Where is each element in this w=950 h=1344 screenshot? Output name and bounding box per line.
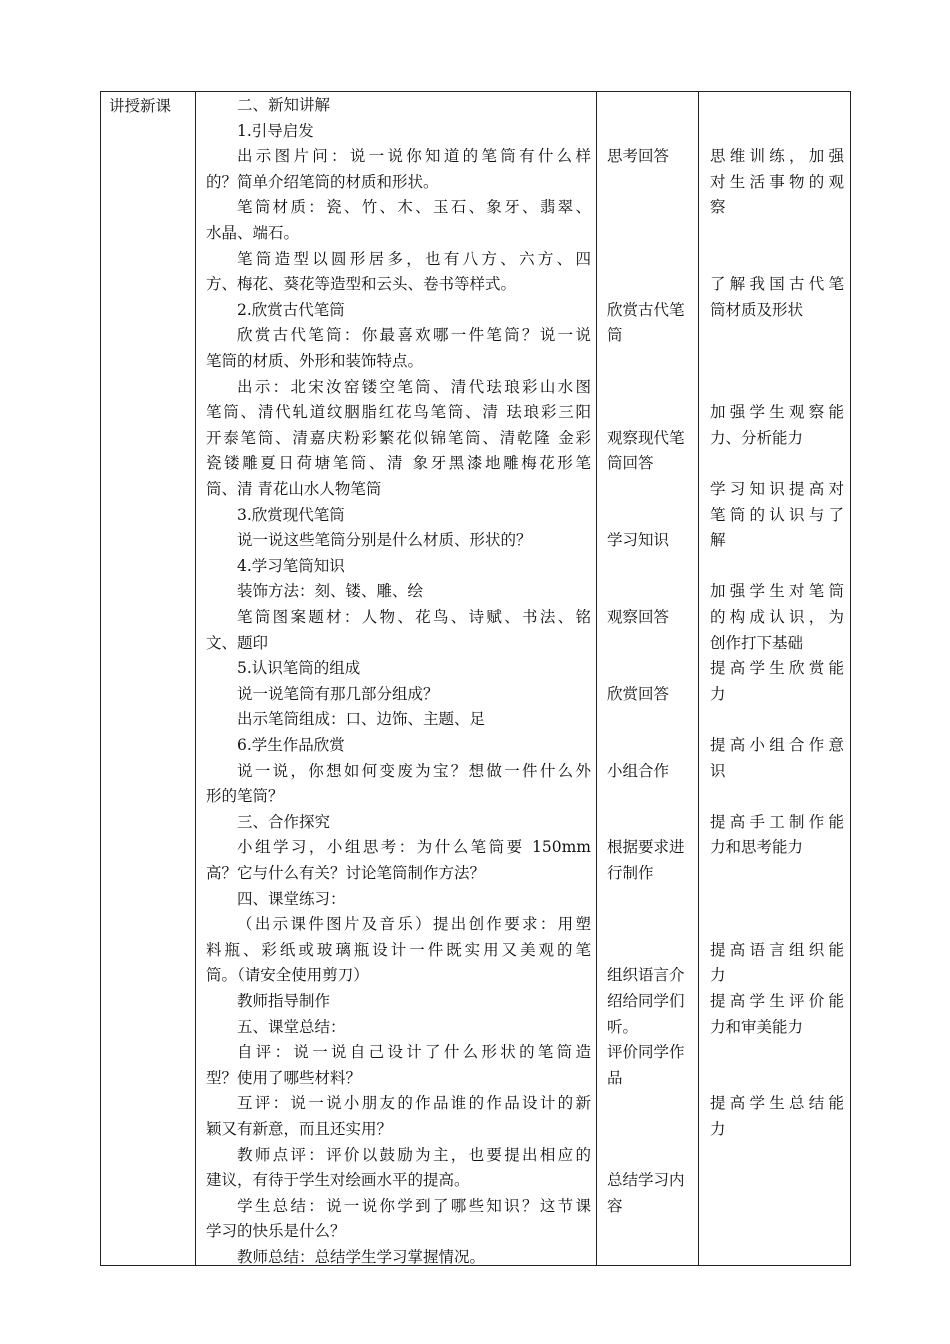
content-line: 笔筒图案题材：人物、花鸟、诗赋、书法、铭 <box>237 608 591 626</box>
content-line: 方、梅花、葵花等造型和云头、卷书等样式。 <box>206 275 517 294</box>
content-line: 料瓶、彩纸或玻璃瓶设计一件既实用又美观的笔 <box>206 940 591 959</box>
content-line: 形的笔筒？ <box>206 787 284 806</box>
content-line: 3.欣赏现代笔筒 <box>237 505 345 524</box>
intent-line: 提高学生评价能 <box>710 992 844 1010</box>
content-line: 水晶、端石。 <box>206 224 300 242</box>
content-line: 欣赏古代笔筒：你最喜欢哪一件笔筒？说一说 <box>237 326 591 345</box>
content-line: 1.引导启发 <box>237 121 314 140</box>
section-label-cell <box>109 94 194 116</box>
content-line: 笔筒材质：瓷、竹、木、玉石、象牙、翡翠、 <box>237 198 591 217</box>
content-line: 教师指导制作 <box>237 992 331 1010</box>
activity-line: 欣赏回答 <box>607 684 670 703</box>
intent-line: 了解我国古代笔 <box>710 275 844 294</box>
activity-line: 根据要求进 <box>607 838 685 857</box>
column-divider <box>596 92 597 1265</box>
activity-line: 容 <box>607 1196 623 1215</box>
activity-line: 组织语言介 <box>607 966 685 985</box>
intent-line: 提高学生欣赏能 <box>710 659 844 678</box>
activity-line: 评价同学作 <box>607 1043 685 1062</box>
activity-line: 绍给同学们 <box>607 992 685 1010</box>
activity-line: 观察现代笔 <box>607 428 685 447</box>
activity-line: 听。 <box>607 1017 639 1036</box>
intent-line: 力和思考能力 <box>710 838 804 857</box>
content-line: 笔筒造型以圆形居多，也有八方、六方、四 <box>237 249 591 268</box>
content-line: 五、课堂总结： <box>237 1017 346 1036</box>
content-line: 说一说这些笔筒分别是什么材质、形状的？ <box>237 531 532 550</box>
content-line: 互评：说一说小朋友的作品谁的作品设计的新 <box>237 1094 591 1113</box>
content-line: 出示图片问：说一说你知道的笔筒有什么样 <box>237 147 591 166</box>
column-divider <box>195 92 196 1265</box>
content-line: 学习的快乐是什么？ <box>206 1222 346 1241</box>
content-line: 筒。（请安全使用剪刀） <box>206 966 369 985</box>
content-line: 出示：北宋汝窑镂空笔筒、清代珐琅彩山水图 <box>237 377 591 396</box>
activity-line: 筒 <box>607 326 623 345</box>
intent-line: 加强学生对笔筒 <box>710 582 844 601</box>
intent-line: 的构成认识，为 <box>710 608 844 626</box>
content-line: 四、课堂练习： <box>237 889 346 908</box>
activity-line: 小组合作 <box>607 761 670 780</box>
activity-line: 思考回答 <box>607 147 670 166</box>
content-line: 装饰方法：刻、镂、雕、绘 <box>237 582 424 601</box>
intent-line: 笔筒的认识与了 <box>710 505 844 524</box>
content-line: （出示课件图片及音乐）提出创作要求：用塑 <box>237 915 591 934</box>
intent-line: 加强学生观察能 <box>710 403 844 422</box>
content-line: 说一说笔筒有那几部分组成？ <box>237 684 439 703</box>
intent-line: 提高语言组织能 <box>710 940 844 959</box>
content-line: 小组学习，小组思考：为什么笔筒要 150mm <box>237 838 591 857</box>
intent-line: 对生活事物的观 <box>710 172 844 191</box>
intent-line: 察 <box>710 198 726 217</box>
intent-line: 筒材质及形状 <box>710 300 804 319</box>
content-line: 三、合作探究 <box>237 812 331 831</box>
content-line: 5.认识笔筒的组成 <box>237 659 361 678</box>
lesson-plan-table <box>100 91 851 1266</box>
content-line: 笔筒、清代轧道纹胭脂红花鸟笔筒、清 珐琅彩三阳 <box>206 403 591 422</box>
content-line: 学生总结：说一说你学到了哪些知识？这节课 <box>237 1196 591 1215</box>
activity-line: 筒回答 <box>607 454 654 473</box>
content-line: 二、新知讲解 <box>237 96 331 114</box>
intent-line: 提高手工制作能 <box>710 812 844 831</box>
intent-line: 力 <box>710 684 726 703</box>
content-line: 笔筒的材质、外形和装饰特点。 <box>206 352 424 370</box>
activity-line: 品 <box>607 1068 623 1087</box>
content-line: 筒、清 青花山水人物笔筒 <box>206 480 382 498</box>
content-line: 建议，有待于学生对绘画水平的提高。 <box>206 1171 470 1190</box>
content-line: 的？简单介绍笔筒的材质和形状。 <box>206 172 439 191</box>
content-line: 说一说，你想如何变废为宝？想做一件什么外 <box>237 761 591 780</box>
intent-line: 力 <box>710 1120 726 1138</box>
column-divider <box>698 92 699 1265</box>
intent-line: 提高学生总结能 <box>710 1094 844 1113</box>
intent-line: 力 <box>710 966 726 985</box>
intent-line: 创作打下基础 <box>710 633 804 652</box>
content-line: 高？它与什么有关？讨论笔筒制作方法？ <box>206 864 486 882</box>
content-line: 6.学生作品欣赏 <box>237 736 345 754</box>
intent-line: 提高小组合作意 <box>710 736 844 754</box>
content-line: 自评：说一说自己设计了什么形状的笔筒造 <box>237 1043 591 1062</box>
section-label: 讲授新课 <box>109 97 172 115</box>
content-line: 教师点评：评价以鼓励为主，也要提出相应的 <box>237 1145 591 1164</box>
intent-line: 力、分析能力 <box>710 428 804 447</box>
activity-line: 行制作 <box>607 864 654 882</box>
content-line: 开泰笔筒、清嘉庆粉彩繁花似锦笔筒、清乾隆 金彩 <box>206 428 591 447</box>
activity-line: 观察回答 <box>607 608 670 626</box>
content-line: 教师总结：总结学生学习掌握情况。 <box>237 1248 486 1266</box>
activity-line: 欣赏古代笔 <box>607 300 685 319</box>
content-line: 4.学习笔筒知识 <box>237 556 345 575</box>
content-line: 出示笔筒组成：口、边饰、主题、足 <box>237 710 486 729</box>
intent-line: 学习知识提高对 <box>710 480 844 498</box>
activity-line: 学习知识 <box>607 531 670 550</box>
content-line: 文、题印 <box>206 633 269 652</box>
content-line: 型？使用了哪些材料？ <box>206 1068 362 1087</box>
content-line: 瓷镂雕夏日荷塘笔筒、清 象牙黑漆地雕梅花形笔 <box>206 454 591 473</box>
activity-line: 总结学习内 <box>607 1171 685 1190</box>
intent-line: 识 <box>710 761 726 780</box>
content-line: 2.欣赏古代笔筒 <box>237 300 345 319</box>
intent-line: 思维训练，加强 <box>710 147 844 166</box>
intent-line: 解 <box>710 531 726 550</box>
content-line: 颖又有新意，而且还实用？ <box>206 1120 393 1138</box>
intent-line: 力和审美能力 <box>710 1017 804 1036</box>
